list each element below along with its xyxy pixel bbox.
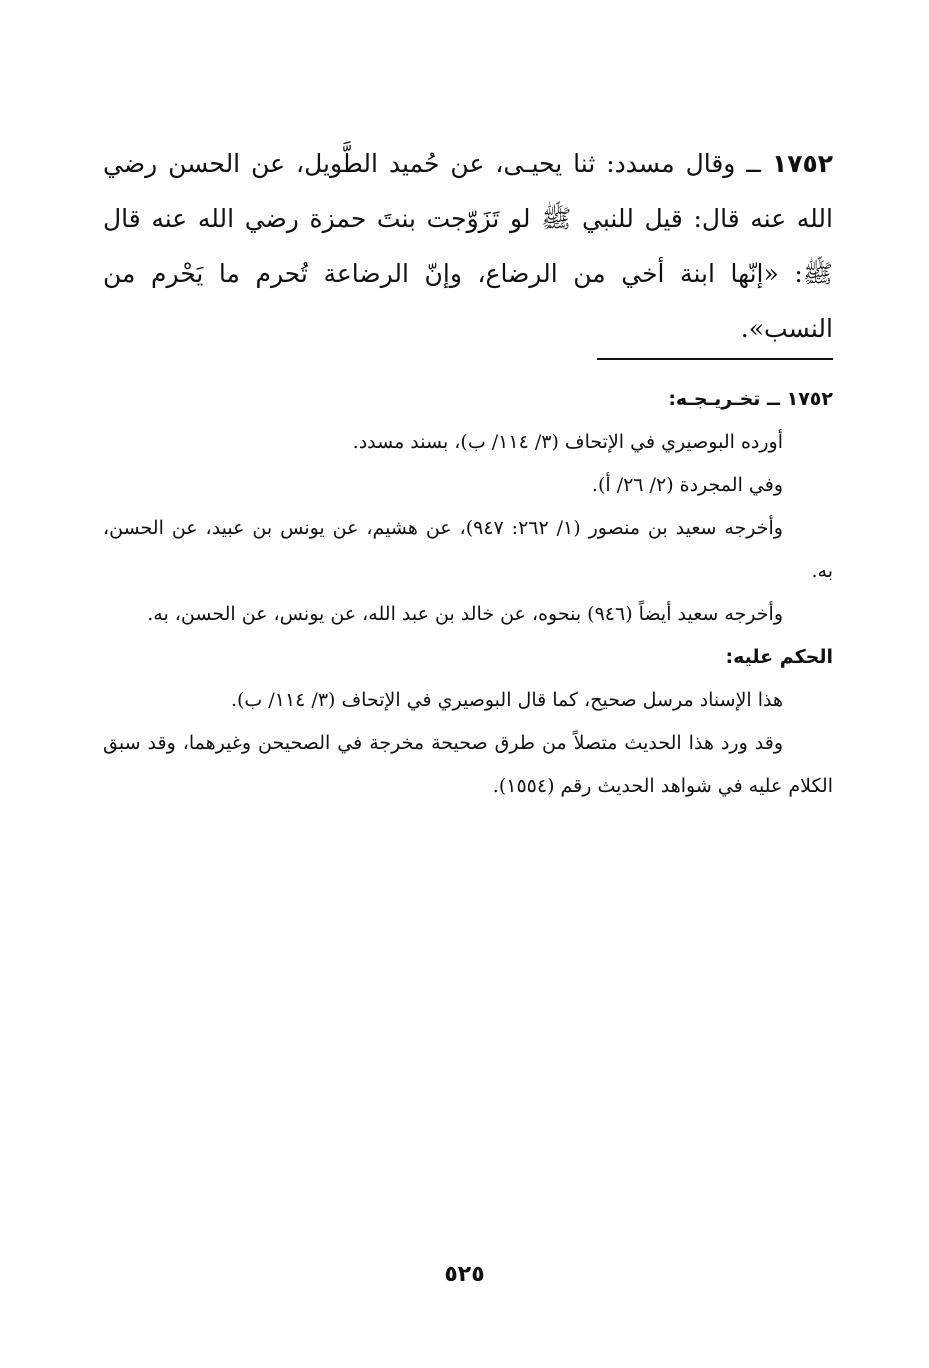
takhrij-paragraph: وأخرجه سعيد أيضاً (٩٤٦) بنحوه، عن خالد بن عبد الله، عن يونس، عن الحسن، به. — [147, 603, 783, 625]
page-number: ٥٢٥ — [444, 1262, 485, 1287]
hukm-heading: الحكم عليه: — [725, 646, 833, 668]
takhrij-paragraph: أورده البوصيري في الإتحاف (٣/ ١١٤/ ب)، بسند مسدد. — [352, 431, 783, 453]
takhrij-heading: ١٧٥٢ ــ تخـريـجـه: — [668, 388, 833, 410]
hadith-body: ــ وقال مسدد: ثنا يحيـى، عن حُميد الطَّويل، عن الحسن رضي الله عنه قال: قيل للنبي ﷺ لو تَزَوّجت بنتَ حمزة رضي الله عنه قال ﷺ: «إنّها ابنة أخي من الرضاع، وإنّ الرضاعة تُحرم ما يَحْرم من النسب». — [103, 149, 833, 343]
takhrij-paragraph: وفي المجردة (٢/ ٢٦/ أ). — [591, 474, 783, 496]
hadith-number: ١٧٥٢ — [771, 149, 833, 178]
hadith-text — [103, 136, 833, 356]
footnotes-section — [103, 378, 833, 808]
hukm-paragraph: وقد ورد هذا الحديث متصلاً من طرق صحيحة مخرجة في الصحيحن وغيرهما، وقد سبق الكلام عليه في شواهد الحديث رقم (١٥٥٤). — [103, 732, 833, 797]
hukm-paragraph: هذا الإسناد مرسل صحيح، كما قال البوصيري في الإتحاف (٣/ ١١٤/ ب). — [230, 689, 783, 711]
takhrij-paragraph: وأخرجه سعيد بن منصور (١/ ٢٦٢: ٩٤٧)، عن هشيم، عن يونس بن عبيد، عن الحسن، به. — [103, 517, 833, 582]
footnote-divider — [597, 358, 833, 360]
